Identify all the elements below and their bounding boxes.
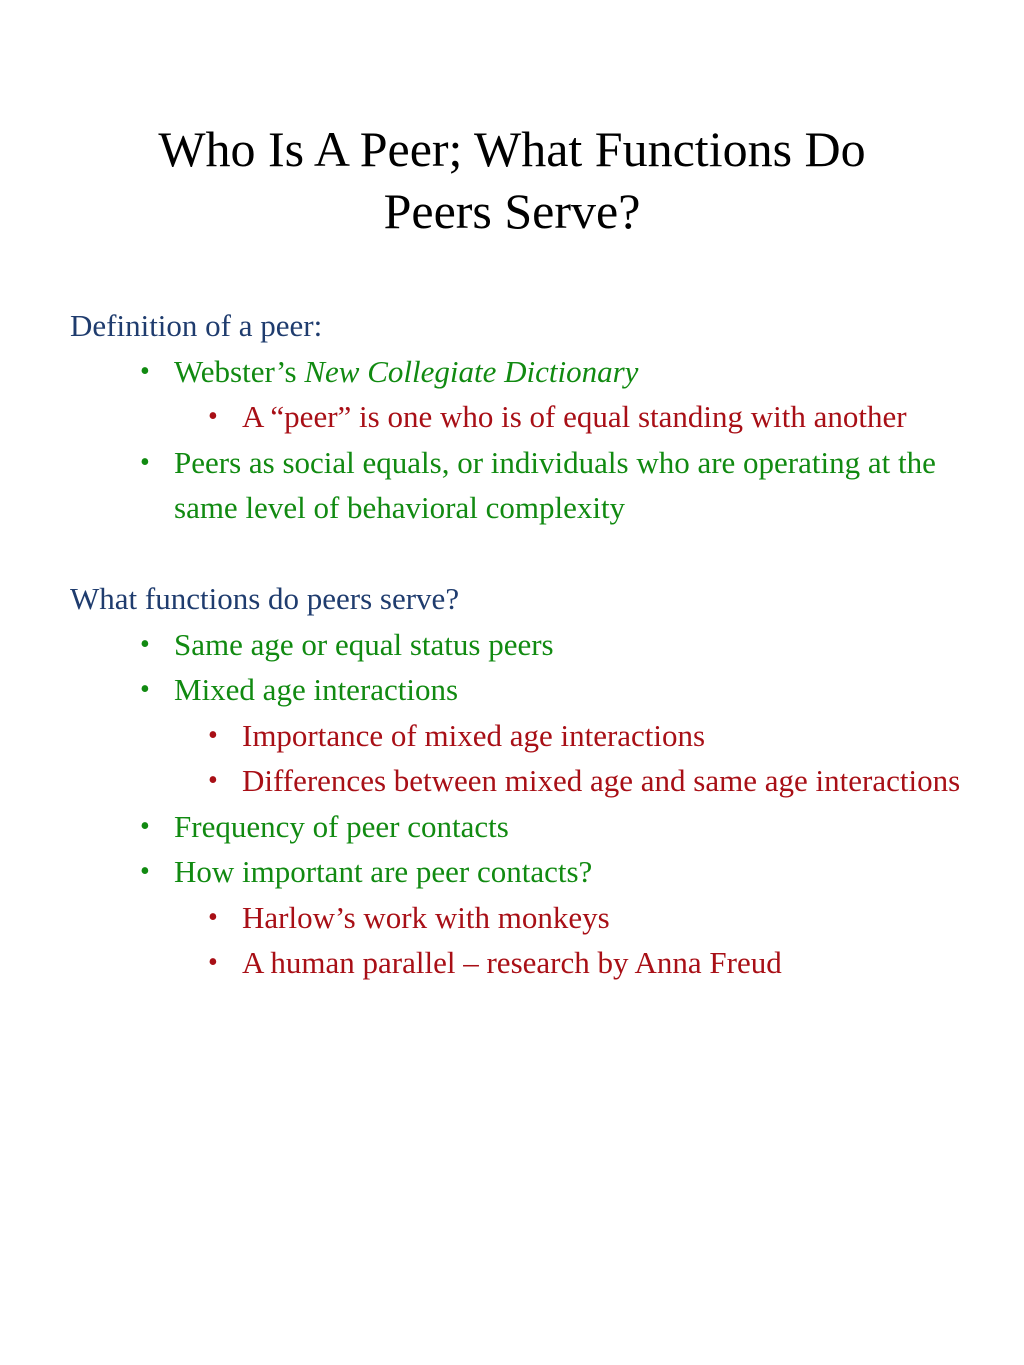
list-item-text: Frequency of peer contacts xyxy=(174,808,509,844)
sub-list-item-text: A human parallel – research by Anna Freud xyxy=(242,945,782,980)
bullet-icon: • xyxy=(140,446,150,478)
list-item xyxy=(70,667,970,713)
sub-list-item-text: A “peer” is one who is of equal standing with another xyxy=(242,399,907,434)
list-item-text: Same age or equal status peers xyxy=(174,626,554,662)
bullet-icon: • xyxy=(140,674,150,705)
sub-list-item xyxy=(70,758,970,804)
bullet-icon: • xyxy=(208,947,218,978)
sub-list-item-text: Importance of mixed age interactions xyxy=(242,717,706,753)
slide-title xyxy=(40,118,984,242)
sub-list-item xyxy=(70,713,970,759)
bullet-icon: • xyxy=(140,810,150,842)
list-item xyxy=(70,622,970,668)
bullet-icon: • xyxy=(140,355,150,387)
list-item-text: Mixed age interactions xyxy=(174,672,459,707)
list-item xyxy=(70,349,970,395)
sub-list-item-text: Differences between mixed age and same age interactions xyxy=(242,763,961,798)
title-line-1: Who Is A Peer; What Functions Do xyxy=(158,121,866,177)
sub-list-item xyxy=(70,895,970,941)
list-item-text: How important are peer contacts? xyxy=(174,854,593,889)
title-line-2: Peers Serve? xyxy=(383,183,641,239)
dictionary-title: New Collegiate Dictionary xyxy=(304,353,639,389)
bullet-icon: • xyxy=(208,901,218,933)
list-item xyxy=(70,440,970,531)
bullet-icon: • xyxy=(208,401,218,432)
list-item xyxy=(70,849,970,895)
sub-list-item xyxy=(70,394,970,440)
section-heading-definition: Definition of a peer: xyxy=(70,308,323,343)
bullet-icon: • xyxy=(208,719,218,751)
bullet-icon: • xyxy=(208,765,218,796)
sub-list-item xyxy=(70,940,970,986)
section-heading-functions: What functions do peers serve? xyxy=(70,581,460,616)
bullet-icon: • xyxy=(140,856,150,887)
list-item-text: Webster’s xyxy=(174,353,305,389)
list-item-text: Peers as social equals, or individuals who are operating at the same level of behavioral complexity xyxy=(174,444,936,525)
slide-body xyxy=(70,303,970,986)
section-spacer xyxy=(70,531,970,577)
bullet-icon: • xyxy=(140,628,150,660)
sub-list-item-text: Harlow’s work with monkeys xyxy=(242,899,610,935)
list-item xyxy=(70,804,970,850)
